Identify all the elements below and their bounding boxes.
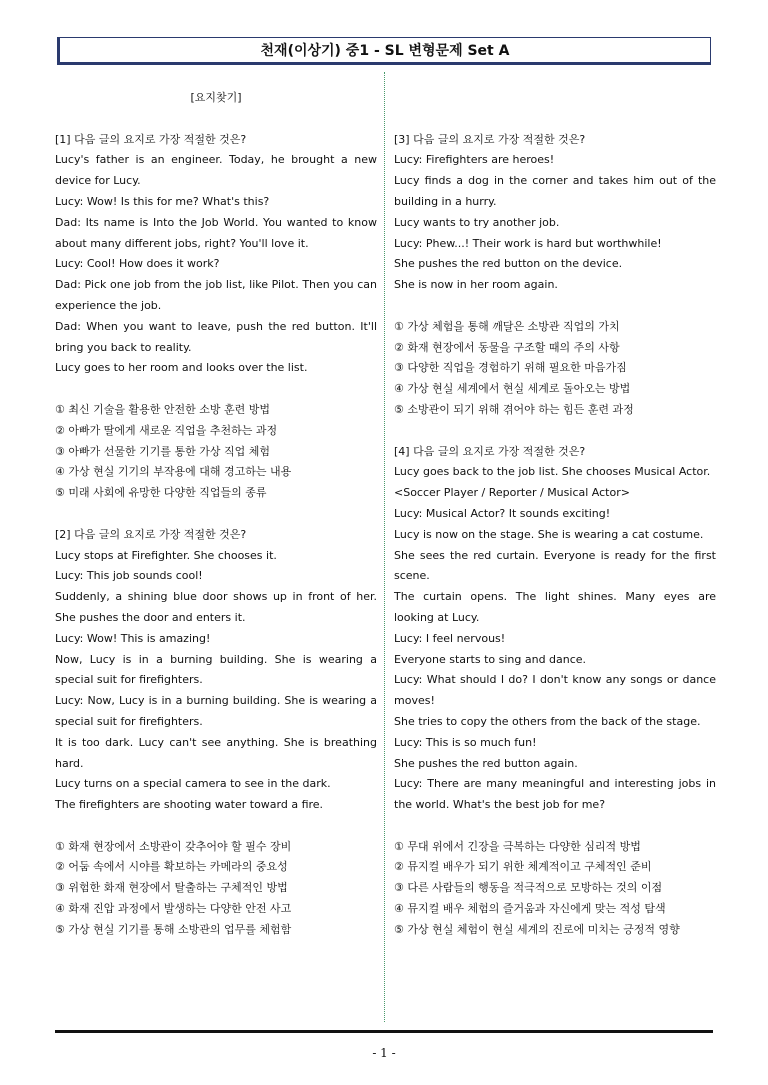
answer-option-3: ③ 위험한 화재 현장에서 탈출하는 구체적인 방법 [55, 881, 288, 895]
passage-line: The curtain opens. The light shines. Many eyes are looking at Lucy. [394, 590, 716, 624]
answer-option-1: ① 무대 위에서 긴장을 극복하는 다양한 심리적 방법 [394, 839, 641, 853]
column-divider [384, 72, 385, 1022]
passage-line: Suddenly, a shining blue door shows up in front of her. She pushes the door and enters it. [55, 590, 377, 624]
left-column [55, 88, 377, 941]
passage-line: Lucy: There are many meaningful and interesting jobs in the world. What's the best job for me? [394, 777, 716, 812]
answer-option-4: ④ 가상 현실 세계에서 현실 세계로 돌아오는 방법 [394, 382, 631, 396]
answer-option-2: ② 뮤지컬 배우가 되기 위한 체계적이고 구체적인 준비 [394, 860, 652, 874]
passage-line: Lucy: Cool! How does it work? [55, 257, 220, 271]
passage-line: Lucy turns on a special camera to see in the dark. [55, 777, 331, 791]
answer-option-2: ② 아빠가 딸에게 새로운 직업을 추천하는 과정 [55, 423, 278, 437]
passage-line: Lucy: Wow! This is amazing! [55, 631, 211, 645]
section-label: [요지찾기] [190, 91, 242, 104]
passage-line: Lucy wants to try another job. [394, 215, 560, 229]
right-column [394, 88, 716, 941]
passage-line: She tries to copy the others from the back of the stage. [394, 714, 701, 728]
passage-line: Lucy goes to her room and looks over the list. [55, 361, 308, 375]
page-title [57, 37, 711, 65]
answer-option-4: ④ 화재 진압 과정에서 발생하는 다양한 안전 사고 [55, 902, 292, 916]
passage-line: Lucy finds a dog in the corner and takes him out of the building in a hurry. [394, 174, 716, 208]
passage-line: Lucy: Musical Actor? It sounds exciting! [394, 506, 611, 520]
passage-line: <Soccer Player / Reporter / Musical Actor> [394, 486, 630, 500]
question-3-heading: [3] 다음 글의 요지로 가장 적절한 것은? [394, 132, 586, 146]
passage-line: The firefighters are shooting water toward a fire. [55, 798, 324, 812]
passage-line: She pushes the red button on the device. [394, 257, 623, 271]
answer-option-5: ⑤ 소방관이 되기 위해 겪어야 하는 힘든 훈련 과정 [394, 402, 634, 416]
passage-line: It is too dark. Lucy can't see anything. She is breathing hard. [55, 735, 377, 770]
answer-option-4: ④ 뮤지컬 배우 체험의 즐거움과 자신에게 맞는 적성 탐색 [394, 902, 666, 916]
answer-option-5: ⑤ 가상 현실 체험이 현실 세계의 진로에 미치는 긍정적 영향 [394, 922, 680, 936]
passage-line: Lucy: This job sounds cool! [55, 569, 203, 583]
answer-option-2: ② 어둠 속에서 시야를 확보하는 카메라의 중요성 [55, 860, 288, 874]
passage-line: She pushes the red button again. [394, 756, 578, 770]
page-title-text: 천재(이상기) 중1 - SL 변형문제 Set A [260, 43, 510, 59]
answer-option-1: ① 최신 기술을 활용한 안전한 소방 훈련 방법 [55, 402, 270, 416]
question-1-heading: [1] 다음 글의 요지로 가장 적절한 것은? [55, 132, 247, 146]
footer-rule [55, 1030, 713, 1033]
passage-line: Lucy is now on the stage. She is wearing a cat costume. [394, 527, 704, 541]
passage-line: Now, Lucy is in a burning building. She is wearing a special suit for firefighters. [55, 652, 377, 687]
answer-option-1: ① 화재 현장에서 소방관이 갖추어야 할 필수 장비 [55, 839, 292, 853]
question-2-heading: [2] 다음 글의 요지로 가장 적절한 것은? [55, 527, 247, 541]
passage-line: Dad: When you want to leave, push the red button. It'll bring you back to reality. [55, 319, 377, 354]
passage-line: Everyone starts to sing and dance. [394, 652, 587, 666]
answer-option-5: ⑤ 가상 현실 기기를 통해 소방관의 업무를 체험함 [55, 922, 292, 936]
passage-line: Lucy: Phew...! Their work is hard but worthwhile! [394, 236, 662, 250]
answer-option-2: ② 화재 현장에서 동물을 구조할 때의 주의 사항 [394, 340, 620, 354]
passage-line: Lucy's father is an engineer. Today, he brought a new device for Lucy. [55, 153, 377, 188]
passage-line: She is now in her room again. [394, 278, 558, 292]
passage-line: Lucy goes back to the job list. She chooses Musical Actor. [394, 465, 711, 479]
passage-line: Dad: Its name is Into the Job World. You wanted to know about many different jobs, right? You'll love it. [55, 215, 377, 250]
passage-line: Lucy stops at Firefighter. She chooses it. [55, 548, 277, 562]
passage-line: She sees the red curtain. Everyone is ready for the first scene. [394, 548, 716, 583]
page-number: - 1 - [372, 1046, 396, 1060]
answer-option-3: ③ 아빠가 선물한 기기를 통한 가상 직업 체험 [55, 444, 270, 458]
answer-option-3: ③ 다양한 직업을 경험하기 위해 필요한 마음가짐 [394, 361, 627, 375]
passage-line: Dad: Pick one job from the job list, like Pilot. Then you can experience the job. [55, 278, 377, 312]
passage-line: Lucy: Firefighters are heroes! [394, 153, 555, 167]
passage-line: Lucy: This is so much fun! [394, 735, 537, 749]
answer-option-3: ③ 다른 사람들의 행동을 적극적으로 모방하는 것의 이점 [394, 881, 663, 895]
answer-option-5: ⑤ 미래 사회에 유망한 다양한 직업들의 종류 [55, 486, 267, 500]
answer-option-4: ④ 가상 현실 기기의 부작용에 대해 경고하는 내용 [55, 465, 292, 479]
passage-line: Lucy: I feel nervous! [394, 631, 506, 645]
passage-line: Lucy: What should I do? I don't know any songs or dance moves! [394, 673, 716, 708]
passage-line: Lucy: Wow! Is this for me? What's this? [55, 194, 270, 208]
passage-line: Lucy: Now, Lucy is in a burning building. She is wearing a special suit for firefighters. [55, 694, 377, 728]
question-4-heading: [4] 다음 글의 요지로 가장 적절한 것은? [394, 444, 586, 458]
answer-option-1: ① 가상 체험을 통해 깨달은 소방관 직업의 가치 [394, 319, 620, 333]
